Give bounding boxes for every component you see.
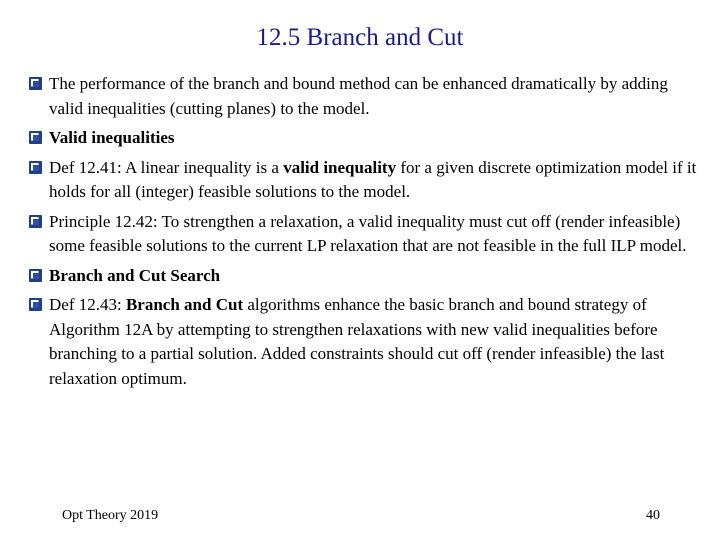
bullet-heading: Branch and Cut Search — [49, 265, 221, 285]
checkbox-bullet-icon — [29, 77, 42, 90]
bullet-item — [28, 72, 700, 121]
checkbox-bullet-icon — [29, 161, 42, 174]
bullet-item — [28, 156, 700, 205]
bullet-item — [28, 293, 700, 391]
bullet-text: Principle 12.42: To strengthen a relaxation, a valid inequality must cut off (render infeasible) some feasible solutions to the current LP relaxation that are not feasible in the full ILP model. — [49, 211, 687, 255]
checkbox-bullet-icon — [29, 131, 42, 144]
bullet-text-bold: valid inequality — [283, 157, 397, 177]
bullet-text: The performance of the branch and bound method can be enhanced dramatically by adding valid inequalities (cutting planes) to the model. — [49, 74, 668, 118]
footer-course-label: Opt Theory 2019 — [62, 508, 159, 523]
bullet-list — [28, 72, 700, 396]
checkbox-bullet-icon — [29, 215, 42, 228]
bullet-item — [28, 126, 700, 151]
bullet-text-post: for a given discrete optimization model if it holds for all (integer) feasible solutions to the model. — [49, 157, 697, 201]
bullet-heading: Valid inequalities — [49, 128, 175, 147]
bullet-text-bold: Branch and Cut — [125, 295, 244, 314]
checkbox-bullet-icon — [29, 269, 42, 282]
bullet-text-pre: Def 12.41: A linear inequality is a — [49, 157, 284, 177]
bullet-item — [28, 210, 700, 259]
page-number: 40 — [646, 508, 660, 523]
checkbox-bullet-icon — [29, 298, 42, 311]
bullet-text-post: algorithms enhance the basic branch and bound strategy of Algorithm 12A by attempting to strengthen relaxations with new valid inequalities before branching to a partial solution. Added constraints should cut off (render infeasible) the last relaxation optimum. — [49, 295, 665, 388]
slide-title: 12.5 Branch and Cut — [256, 24, 464, 51]
bullet-text-pre: Def 12.43: — [49, 295, 126, 314]
bullet-item — [28, 264, 700, 289]
